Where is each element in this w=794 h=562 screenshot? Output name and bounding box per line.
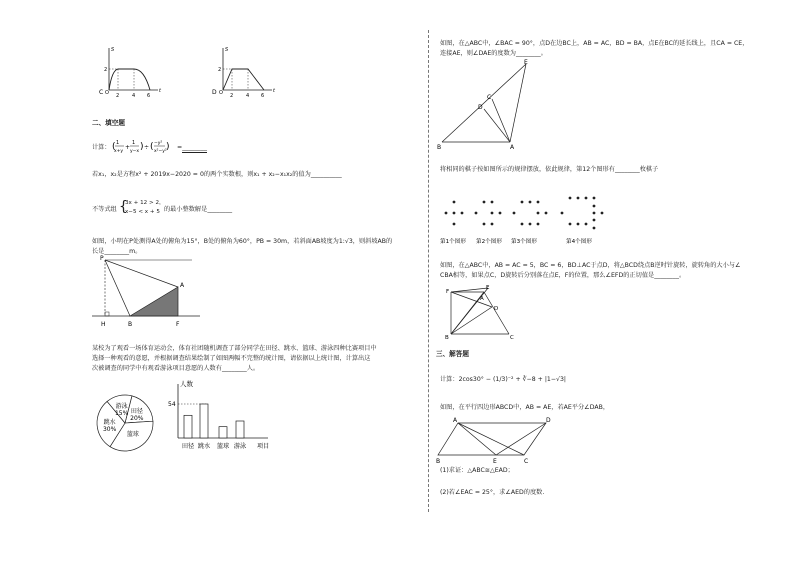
pie-percent-label: 30%	[102, 425, 117, 433]
pattern-dot	[521, 223, 524, 226]
point-h: H	[101, 321, 106, 328]
pattern-dot	[453, 212, 456, 215]
answer-blank: ________	[516, 50, 541, 57]
svg-text:1: 1	[132, 140, 136, 146]
bar-category-label: 跳水	[197, 443, 211, 450]
pattern-dot	[529, 201, 532, 204]
section-solve: 三、解答题	[436, 350, 469, 358]
pattern-dot	[499, 212, 502, 215]
column-divider	[428, 30, 429, 512]
origin-label: O	[105, 90, 109, 96]
pattern-dot	[491, 212, 494, 215]
pattern-dot	[569, 223, 572, 226]
pattern-dot	[521, 201, 524, 204]
pattern-dot	[593, 219, 596, 222]
svg-text:÷: ÷	[144, 144, 150, 151]
pie-label: 游泳	[115, 402, 128, 410]
svg-text:−y²: −y²	[154, 141, 163, 146]
pattern-dot	[545, 212, 548, 215]
fraction-expression	[112, 137, 177, 157]
point-a: A	[180, 282, 185, 289]
pattern-dot	[593, 205, 596, 208]
sub-question-1: (1)求证：△ABC≅△EAD；	[440, 467, 514, 474]
pattern-dot	[513, 212, 516, 215]
question-rotate-line2: CBA相等，如果点C，D旋转后分别落在点E，F的位置，那么∠EFD的正切值是________。	[440, 272, 686, 279]
pattern-dot	[537, 201, 540, 204]
pattern-dot	[569, 197, 572, 200]
pattern-dot	[537, 212, 540, 215]
pattern-caption: 第3个图形	[511, 239, 537, 245]
question-slope-line2: 长是________m。	[92, 248, 142, 255]
pattern-dot	[491, 201, 494, 204]
pattern-dot	[529, 223, 532, 226]
pattern-caption: 第4个图形	[566, 239, 592, 245]
bar-category-label: 田径	[181, 443, 195, 450]
question-calc2: 计算：2cos30° − (1/3)⁻² + ∛−8 + |1−√3|	[440, 376, 566, 383]
pattern-dot	[561, 212, 564, 215]
tick-x: 4	[246, 93, 250, 99]
option-c-label: C	[99, 89, 104, 96]
point-c: C	[524, 458, 529, 465]
inequality-line-1: 3x + 12 > 2，	[125, 200, 165, 206]
bar-ytick: 54	[168, 401, 176, 408]
point-c: C	[487, 94, 492, 101]
parallelogram-figure	[436, 414, 552, 464]
graph-c	[96, 44, 176, 99]
question-survey-line2: 选择一种观看的意愿，并根据调查结果绘制了如图两幅不完整的统计图，请依据以上统计图，计算出这	[92, 355, 371, 362]
tick-x: 6	[147, 93, 151, 99]
question-pattern: 将相同的棋子按如图所示的规律摆放，依此规律，第12个图形有________枚棋子	[440, 166, 659, 173]
pattern-dot	[453, 223, 456, 226]
point-d: D	[494, 306, 499, 312]
question-inequality: 不等式组	[92, 206, 117, 213]
answer-blank: __________	[310, 171, 342, 178]
tick-x: 2	[230, 93, 234, 99]
point-f: F	[176, 321, 180, 328]
option-d-label: D	[212, 89, 217, 96]
pie-label: 篮球	[126, 431, 139, 439]
answer-blank: ________	[207, 206, 233, 213]
inequality-line-2: x−5 < x + 5	[125, 209, 160, 215]
question-slope-line1: 如图，小明在P处测得A处的俯角为15°，B处的俯角为60°，PB = 30m，若斜面AB坡度为1:√3，则斜坡AB的	[92, 238, 393, 245]
bar	[200, 404, 208, 438]
answer-blank: ________	[614, 166, 640, 173]
question-roots: 若x₁，x₂是方程x² + 2019x−2020 = 0的两个实数根，则x₁ + x₂−x₁x₂的值为__________	[92, 171, 342, 178]
pie-label: 跳水	[103, 418, 116, 426]
pattern-caption: 第2个图形	[476, 239, 502, 245]
answer-blank: ________	[182, 144, 207, 151]
tick-x: 6	[261, 93, 265, 99]
tick-y: 2	[104, 67, 108, 73]
pattern-dot	[483, 201, 486, 204]
sub-question-2: (2)若∠EAC = 25°，求∠AED的度数.	[440, 489, 545, 496]
point-a: A	[453, 417, 458, 424]
pattern-dot	[585, 197, 588, 200]
axis-s-label: S	[225, 47, 229, 53]
answer-blank: ________	[221, 365, 247, 372]
answer-blank: ________	[104, 248, 130, 255]
tick-x: 4	[132, 93, 136, 99]
pattern-dot	[577, 223, 580, 226]
svg-text:x+y: x+y	[114, 149, 124, 154]
pattern-dot	[483, 223, 486, 226]
pie-percent-label: 15%	[114, 409, 129, 417]
section-fill-blank: 二、填空题	[92, 119, 125, 127]
question-calc: 计算：	[92, 144, 111, 151]
svg-text:(: (	[150, 142, 154, 152]
tick-x: 2	[116, 93, 120, 99]
point-b: B	[128, 321, 133, 328]
question-survey-line3: 次被调查的同学中有观看游泳项目意愿的人数有________人。	[92, 365, 260, 372]
pie-percent-label: 20%	[130, 415, 144, 423]
pie-label: 田径	[130, 408, 143, 416]
question-survey-line1: 某校为了观看一场体育运动会，体育社团随机调查了部分同学在田径、跳水、篮球、游泳四种比赛项目中	[92, 345, 377, 352]
pattern-dot	[577, 197, 580, 200]
pattern-figure	[440, 188, 620, 246]
pattern-dot	[445, 212, 448, 215]
graph-d	[210, 44, 290, 99]
svg-text:x²−y²: x²−y²	[154, 149, 167, 154]
point-a: A	[510, 144, 515, 151]
point-f: F	[446, 289, 450, 295]
pattern-dot	[475, 212, 478, 215]
axis-t-label: t	[159, 88, 161, 94]
bar-category-label: 篮球	[216, 443, 230, 450]
svg-text:): )	[140, 142, 144, 152]
point-a: A	[480, 296, 484, 302]
bar-category-label: 游泳	[233, 443, 247, 450]
calc-answer: =________	[177, 144, 207, 151]
question-angle-line2: 连接AE，则∠DAE的度数为________。	[440, 50, 547, 57]
axis-t-label: t	[273, 88, 275, 94]
pattern-dot	[453, 201, 456, 204]
point-c: C	[510, 335, 514, 341]
pie-chart	[92, 392, 162, 456]
svg-text:): )	[166, 142, 170, 152]
question-angle-line1: 如图，在△ABC中，∠BAC = 90°，点D在边BC上，AB = AC，BD = BA，点E在BC的延长线上，且CA = CE，	[440, 40, 749, 47]
point-b: B	[445, 335, 449, 341]
pattern-dot	[593, 212, 596, 215]
tick-y: 2	[218, 67, 222, 73]
origin-label: O	[219, 90, 223, 96]
pattern-dot	[593, 227, 596, 230]
point-d: D	[478, 104, 483, 111]
bar	[219, 427, 227, 438]
point-e: E	[524, 59, 528, 66]
bar-category-label: 项目	[256, 443, 270, 450]
rotation-figure	[440, 284, 520, 340]
svg-text:y−x: y−x	[130, 149, 140, 154]
answer-blank: ________	[654, 272, 679, 279]
question-parallelogram: 如图，在平行四边形ABCD中，AB = AE，若AE平分∠DAB，	[440, 404, 610, 411]
point-p: P	[100, 255, 104, 262]
pattern-caption: 第1个图形	[440, 239, 466, 245]
slope-figure	[92, 256, 204, 331]
pattern-dot	[537, 223, 540, 226]
bar	[236, 421, 244, 438]
bar-chart	[168, 378, 272, 454]
point-e: E	[493, 458, 497, 465]
point-d: D	[546, 417, 551, 424]
bar	[184, 415, 192, 438]
point-e: E	[486, 285, 490, 291]
pattern-dot	[585, 223, 588, 226]
triangle-angle-figure	[436, 58, 546, 150]
brace-symbol: {	[119, 199, 128, 215]
point-b: B	[437, 144, 442, 151]
svg-text:1: 1	[116, 140, 120, 146]
inequality-suffix: 的最小整数解是________	[164, 206, 233, 213]
bar-ylabel: 人数	[180, 380, 193, 388]
pattern-dot	[593, 197, 596, 200]
svg-text:+: +	[125, 144, 131, 151]
question-rotate-line1: 如图，在△ABC中，AB = AC = 5，BC = 6，BD⊥AC于点D，将△BCD绕点B逆时针旋转，旋转角的大小与∠	[440, 262, 741, 269]
svg-text:(: (	[112, 142, 116, 152]
axis-s-label: S	[111, 47, 115, 53]
pattern-dot	[491, 223, 494, 226]
pattern-dot	[461, 212, 464, 215]
pattern-dot	[601, 212, 604, 215]
point-b: B	[436, 458, 441, 465]
